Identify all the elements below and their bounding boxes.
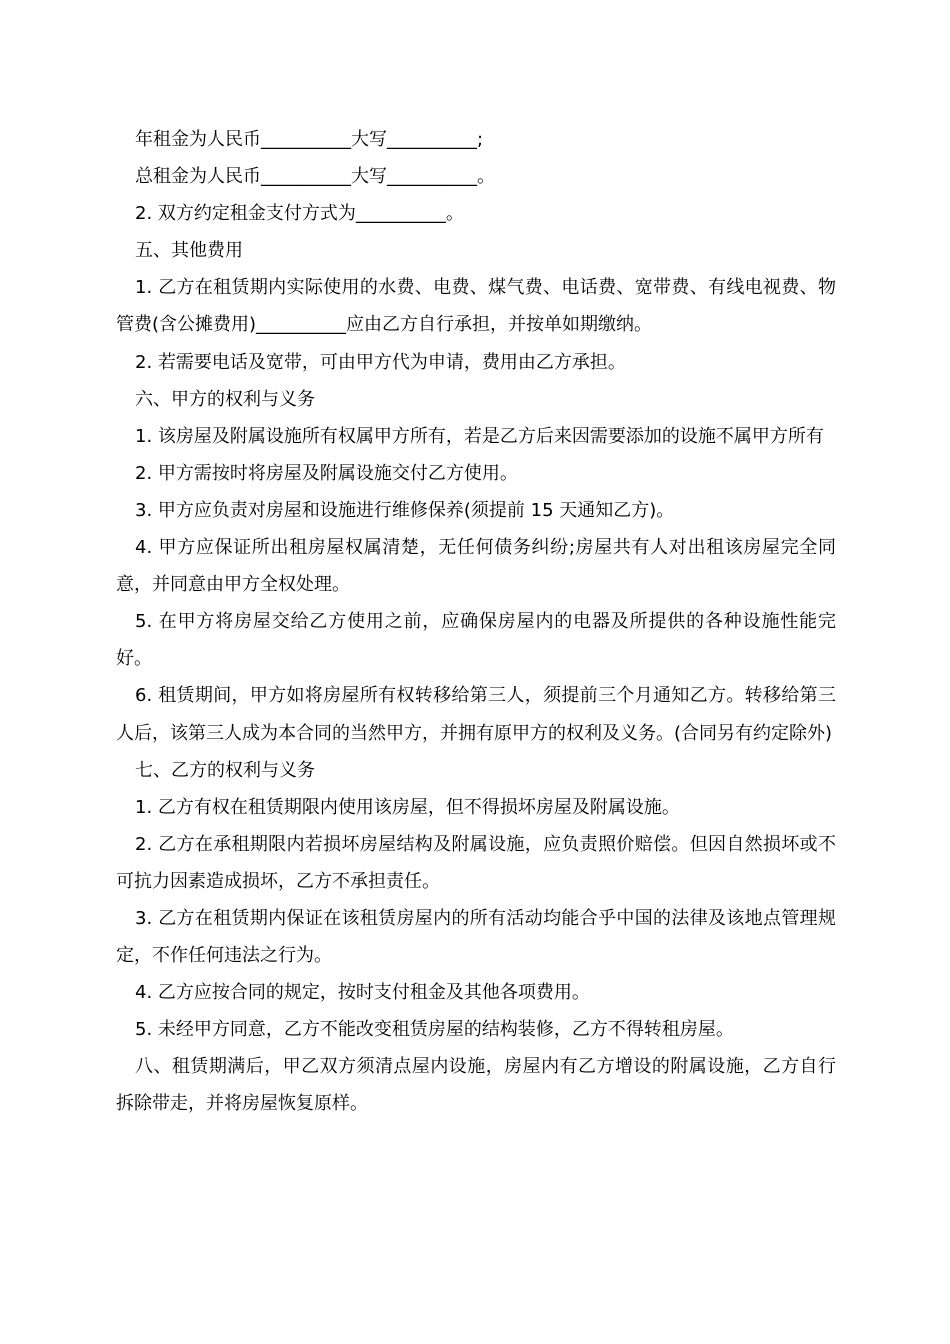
party-a-clause-1: 1. 该房屋及附属设施所有权属甲方所有，若是乙方后来因需要添加的设施不属甲方所有 — [135, 425, 824, 447]
annual-rent-line: 年租金为人民币__________大写__________; — [135, 129, 484, 150]
party-b-clause-2: 2. 乙方在承租期限内若损坏房屋结构及附属设施，应负责照价赔偿。但因自然损坏或不可抗力因素造成损坏，乙方不承担责任。 — [116, 833, 836, 892]
party-b-clause-3: 3. 乙方在租赁期内保证在该租赁房屋内的所有活动均能合乎中国的法律及该地点管理规定，不作任何违法之行为。 — [116, 907, 836, 967]
party-a-clause-6: 6. 租赁期间，甲方如将房屋所有权转移给第三人，须提前三个月通知乙方。转移给第三人后，该第三人成为本合同的当然甲方，并拥有原甲方的权利及义务。(合同另有约定除外) — [116, 685, 836, 744]
section-heading-party-a: 六、甲方的权利与义务 — [135, 388, 315, 410]
party-b-clause-4: 4. 乙方应按合同的规定，按时支付租金及其他各项费用。 — [135, 982, 590, 1004]
section-heading-other-fees: 五、其他费用 — [135, 240, 243, 262]
party-b-clause-1: 1. 乙方有权在租赁期限内使用该房屋，但不得损坏房屋及附属设施。 — [135, 796, 680, 818]
payment-method-clause: 2. 双方约定租金支付方式为__________。 — [135, 203, 464, 225]
document-page — [116, 121, 836, 1123]
party-a-clause-3: 3. 甲方应负责对房屋和设施进行维修保养(须提前 15 天通知乙方)。 — [135, 499, 675, 521]
party-a-clause-2: 2. 甲方需按时将房屋及附属设施交付乙方使用。 — [135, 462, 518, 484]
section-heading-party-b: 七、乙方的权利与义务 — [135, 759, 315, 781]
other-fees-clause-1: 1. 乙方在租赁期内实际使用的水费、电费、煤气费、电话费、宽带费、有线电视费、物管费(含公摊费用)__________应由乙方自行承担，并按单如期缴纳。 — [116, 277, 836, 336]
party-a-clause-5: 5. 在甲方将房屋交给乙方使用之前，应确保房屋内的电器及所提供的各种设施性能完好。 — [116, 611, 836, 670]
lease-expiry-clause: 八、租赁期满后，甲乙双方须清点屋内设施，房屋内有乙方增设的附属设施，乙方自行拆除带走，并将房屋恢复原样。 — [116, 1056, 836, 1115]
party-b-clause-5: 5. 未经甲方同意，乙方不能改变租赁房屋的结构装修，乙方不得转租房屋。 — [135, 1019, 734, 1041]
party-a-clause-4: 4. 甲方应保证所出租房屋权属清楚，无任何债务纠纷;房屋共有人对出租该房屋完全同意，并同意由甲方全权处理。 — [116, 537, 836, 596]
total-rent-line: 总租金为人民币__________大写__________。 — [135, 166, 495, 188]
other-fees-clause-2: 2. 若需要电话及宽带，可由甲方代为申请，费用由乙方承担。 — [135, 351, 626, 373]
